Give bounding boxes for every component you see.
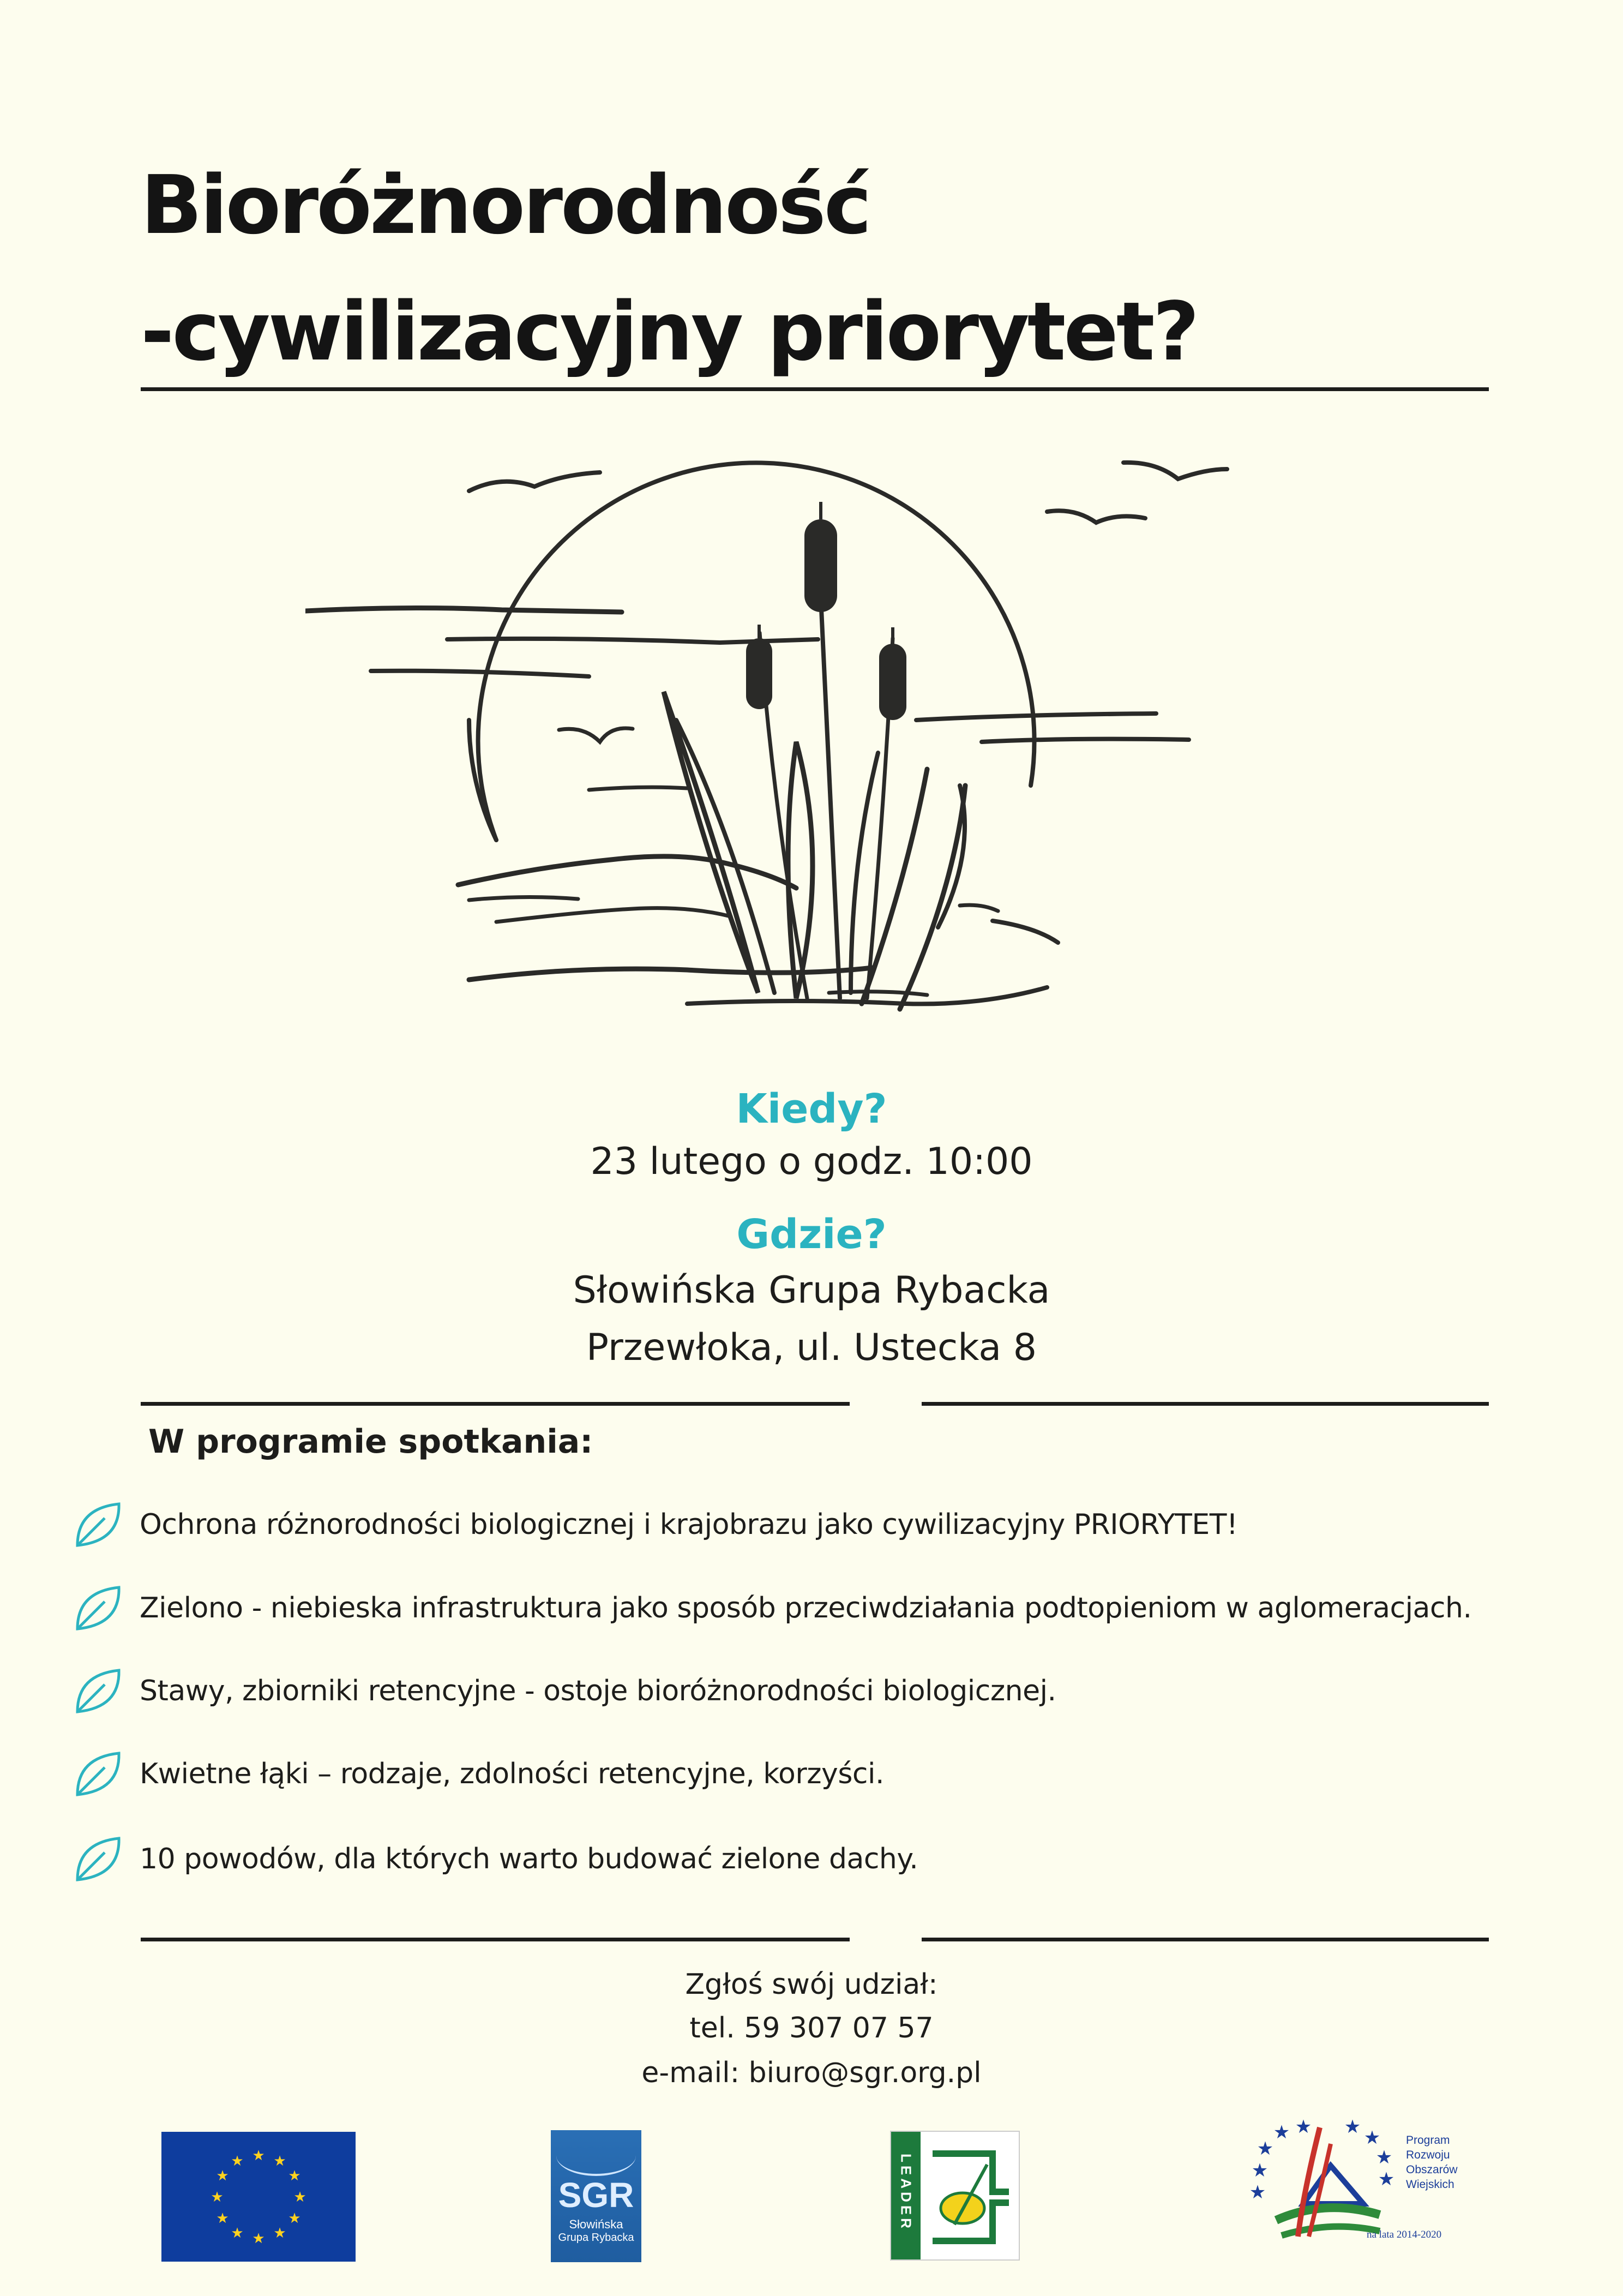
list-item [71,1747,884,1801]
svg-text:★: ★ [288,2168,301,2184]
svg-text:★: ★ [1344,2116,1361,2138]
dune-line [993,921,1058,943]
contact-email[interactable]: e-mail: biuro@sgr.org.pl [641,2057,982,2089]
svg-text:★: ★ [1251,2160,1269,2181]
when-value: 23 lutego o godz. 10:00 [590,1140,1033,1183]
bird-icon [1123,463,1227,479]
divider-left-bottom [141,1938,850,1941]
agenda-item-text: Ochrona różnorodności biologicznej i krajobrazu jako cywilizacyjny PRIORYTET! [140,1508,1238,1541]
leaf-icon [71,1664,125,1718]
page-title [141,142,1197,395]
prow-emblem-icon [1243,2111,1396,2247]
svg-text:★: ★ [288,2210,301,2227]
leader-text: LEADER [898,2154,915,2232]
prow-word-1: Program [1406,2134,1450,2147]
svg-text:★: ★ [231,2225,244,2241]
ground-line [829,992,927,995]
svg-text:★: ★ [273,2225,286,2241]
cattail-sun-illustration [305,436,1342,1047]
reed-leaf [900,786,965,1009]
prow-word-4: Wiejskich [1406,2178,1454,2191]
svg-text:★: ★ [216,2168,229,2184]
where-line-1: Słowińska Grupa Rybacka [573,1269,1050,1312]
dune-line [469,897,578,900]
sgr-abbr: SGR [558,2175,634,2215]
svg-text:★: ★ [1273,2121,1290,2143]
leaf-icon [71,1497,125,1552]
contact-phone[interactable]: tel. 59 307 07 57 [689,2012,934,2045]
svg-text:★: ★ [1378,2168,1395,2190]
svg-text:★: ★ [1375,2147,1393,2168]
svg-text:★: ★ [1295,2116,1312,2138]
svg-text:★: ★ [1257,2138,1274,2160]
list-item [71,1497,1237,1552]
eu-flag-logo [161,2132,356,2262]
leaf-icon [71,1747,125,1801]
agenda-item-text: Stawy, zbiorniki retencyjne - ostoje bioróżnorodności biologicznej. [140,1675,1056,1707]
svg-text:★: ★ [252,2148,265,2164]
leaf-icon [71,1581,125,1635]
agenda-item-text: 10 powodów, dla których warto budować zielone dachy. [140,1843,918,1875]
prow-logo [1243,2111,1478,2247]
dune-line [496,908,731,922]
reed-leaf [851,753,878,993]
agenda-item-text: Kwietne łąki – rodzaje, zdolności retencyjne, korzyści. [140,1758,884,1790]
where-label: Gdzie? [736,1211,887,1258]
svg-text:★: ★ [1249,2181,1266,2203]
where-section [0,1211,1623,1369]
bird-icon [469,472,600,491]
when-label: Kiedy? [736,1086,887,1132]
prow-words [1406,2133,1458,2192]
leader-logo [890,2131,1020,2261]
sgr-name-1: Słowińska [569,2217,623,2231]
svg-text:★: ★ [273,2153,286,2169]
cloud-line [982,739,1189,742]
cloud-line [305,608,622,612]
reed-leaf [664,692,758,993]
when-section [0,1086,1623,1183]
sgr-wave-icon [556,2136,636,2176]
divider-right [922,1402,1489,1406]
svg-text:★: ★ [231,2153,244,2169]
title-divider [141,387,1489,391]
title-line-1: Bioróżnorodność [141,158,870,252]
svg-text:★: ★ [293,2189,306,2205]
contact-signup: Zgłoś swój udział: [685,1968,938,2001]
cattail-head [746,638,772,709]
agenda-item-text: Zielono - niebieska infrastruktura jako sposób przeciwdziałania podtopieniom w aglomeracjach. [140,1592,1472,1624]
prow-word-2: Rozwoju [1406,2149,1450,2161]
list-item [71,1664,1056,1718]
leader-emblem-icon [922,2132,1019,2259]
cattail-head [804,519,837,612]
prow-period: na lata 2014-2020 [1367,2229,1442,2240]
divider-left [141,1402,850,1406]
divider-right-bottom [922,1938,1489,1941]
svg-text:★: ★ [211,2189,224,2205]
cattail-head [879,644,906,720]
svg-text:★: ★ [216,2210,229,2227]
cloud-line [371,671,589,676]
bird-icon [559,728,633,742]
ground-line [469,968,873,980]
dune-line [458,856,796,888]
cloud-line [589,787,687,790]
sgr-name-2: Grupa Rybacka [558,2232,634,2244]
leaf-icon [71,1832,125,1886]
cloud-line [916,714,1156,720]
list-item [71,1832,918,1886]
sgr-logo [551,2130,641,2262]
list-item [71,1581,1471,1635]
where-line-2: Przewłoka, ul. Ustecka 8 [586,1326,1037,1369]
prow-word-3: Obszarów [1406,2163,1458,2176]
svg-text:★: ★ [252,2231,265,2247]
bird-icon [1047,511,1145,523]
title-line-2: -cywilizacyjny priorytet? [141,285,1198,379]
svg-text:★: ★ [1363,2127,1381,2149]
program-heading: W programie spotkania: [148,1423,593,1461]
dune-line [960,905,998,911]
